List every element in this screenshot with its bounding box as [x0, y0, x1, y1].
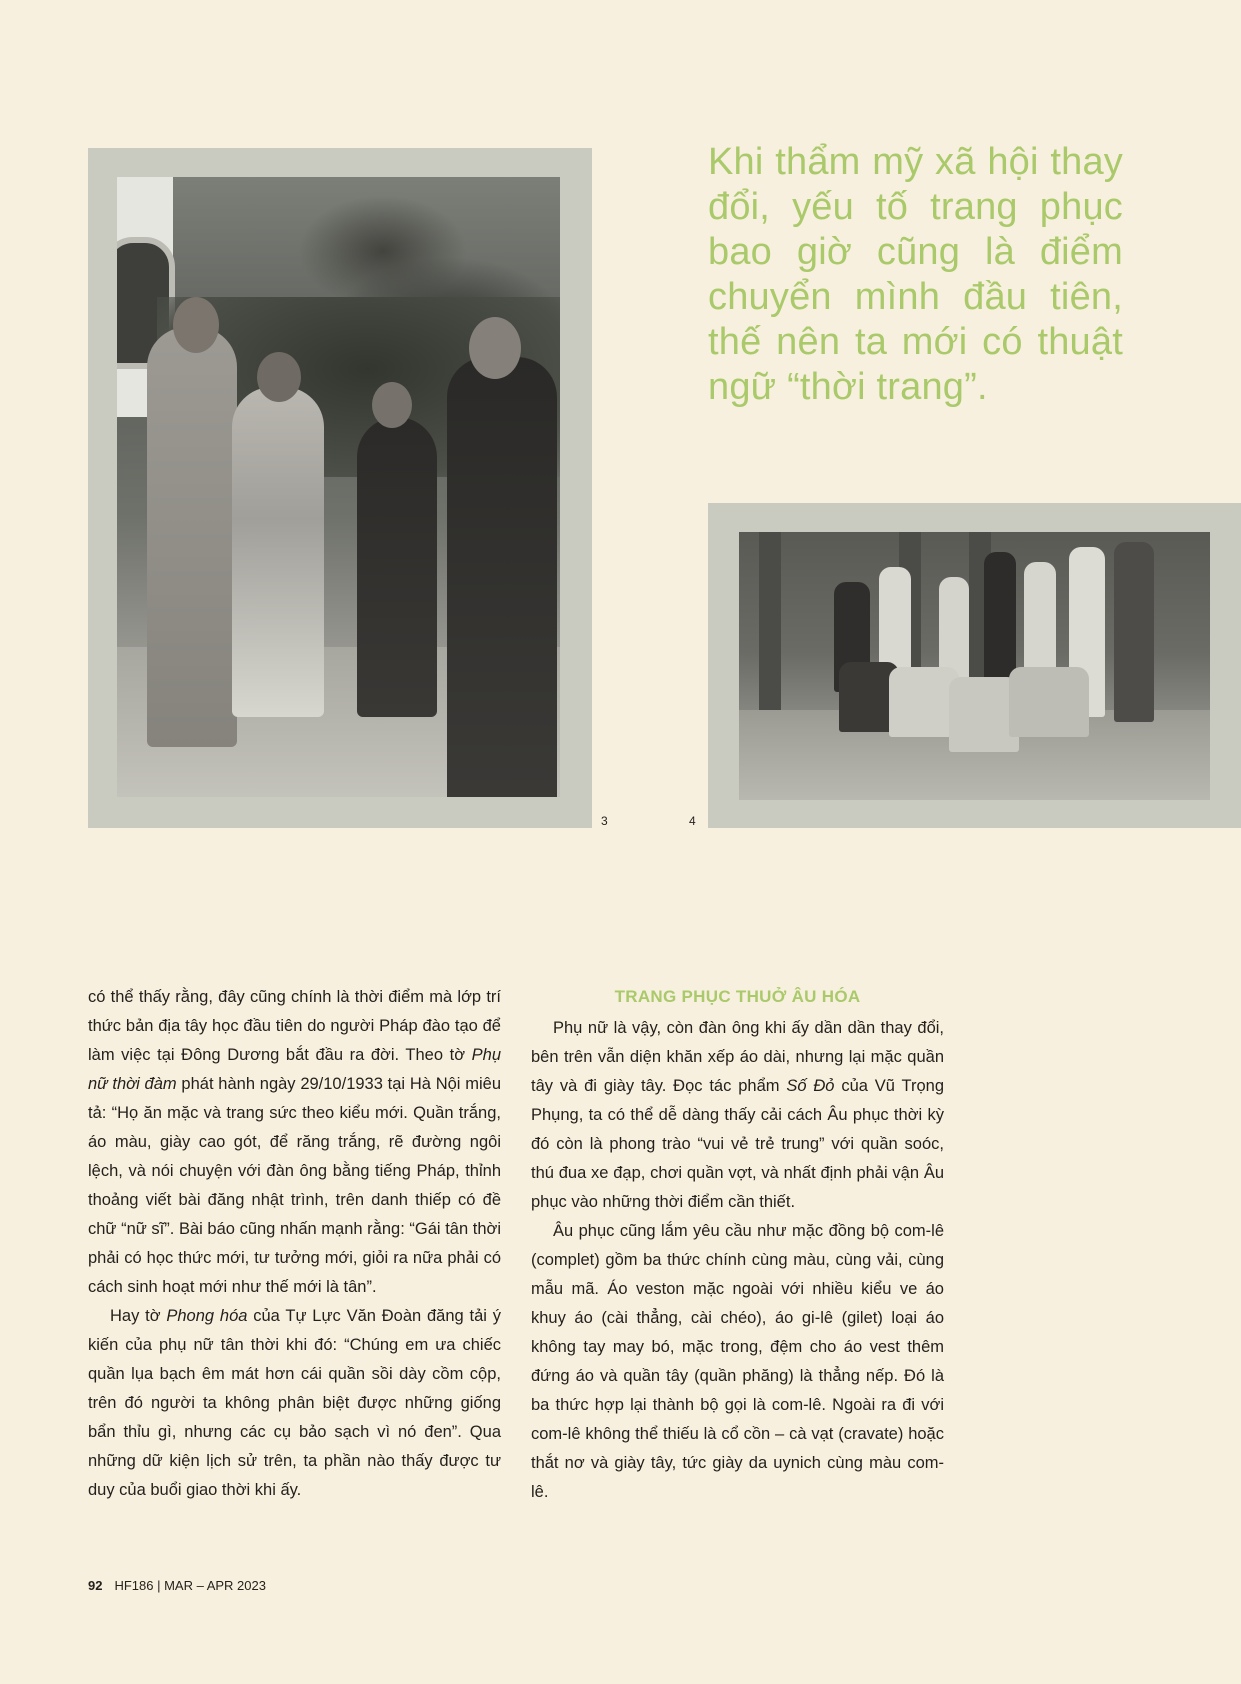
page-footer — [88, 1578, 266, 1593]
paragraph-text: Phụ nữ là vậy, còn đàn ông khi ấy dần dần thay đổi, bên trên vẫn diện khăn xếp áo dài, nhưng lại mặc quần tây và đi giày tây. Đọc tác phẩm — [531, 1019, 944, 1095]
paragraph — [531, 1014, 944, 1217]
pull-quote: Khi thẩm mỹ xã hội thay đổi, yếu tố trang phục bao giờ cũng là điểm chuyển mình đầu tiên, thế nên ta mới có thuật ngữ “thời trang”. — [708, 141, 1123, 408]
article-column-right — [531, 1014, 944, 1507]
photo-3-figure-head — [173, 297, 219, 353]
paragraph — [88, 983, 501, 1302]
photo-3-group-portrait — [117, 177, 560, 797]
photo-4-person — [984, 552, 1016, 682]
photo-4-column — [759, 532, 781, 722]
section-heading: TRANG PHỤC THUỞ ÂU HÓA — [614, 987, 861, 1006]
photo-4-caption-number: 4 — [689, 814, 696, 828]
book-title: Số Đỏ — [786, 1077, 835, 1095]
publication-title: Phong hóa — [166, 1307, 248, 1325]
photo-3-figure-woman-dark — [357, 417, 437, 717]
photo-3-caption-number: 3 — [601, 814, 608, 828]
photo-3-figure-head — [469, 317, 521, 379]
photo-4-frame — [708, 503, 1241, 828]
photo-3-figure-woman-dress — [232, 387, 324, 717]
paragraph-text: Hay tờ — [110, 1307, 167, 1325]
publication-title: Phụ nữ thời đàm — [88, 1046, 501, 1093]
photo-3-figure-head — [372, 382, 412, 428]
photo-3-figure-man-suit — [147, 327, 237, 747]
paragraph-text: của Vũ Trọng Phụng, ta có thể dễ dàng thấy cải cách Âu phục thời kỳ đó còn là phong trào “vui vẻ trẻ trung” với quần soóc, thú đua xe đạp, chơi quần vợt, và nhất định phải vận Âu phục vào những thời điểm cần thiết. — [531, 1077, 944, 1211]
issue-label: HF186 | MAR – APR 2023 — [114, 1578, 266, 1593]
photo-4-person — [1024, 562, 1056, 682]
photo-3-figure-man-back — [447, 357, 557, 797]
paragraph: Âu phục cũng lắm yêu cầu như mặc đồng bộ com-lê (complet) gồm ba thức chính cùng màu, cùng vải, cùng mẫu mã. Áo veston mặc ngoài với nhiều kiểu ve áo khuy áo (cài thẳng, cài chéo), áo gi-lê (gilet) loại áo không tay may bó, mặc trong, đệm cho áo vest thêm đứng áo và quần tây (quần phăng) là thẳng nếp. Đó là ba thức hợp lại thành bộ gọi là com-lê. Ngoài ra đi với com-lê không thể thiếu là cổ cồn – cà vạt (cravate) hoặc thắt nơ và giày tây, tức giày da uynich cùng màu com-lê. — [531, 1222, 944, 1501]
photo-4-group-on-steps — [739, 532, 1210, 800]
paragraph-text: của Tự Lực Văn Đoàn đăng tải ý kiến của phụ nữ tân thời khi đó: “Chúng em ưa chiếc quần lụa bạch êm mát hơn cái quần sồi dày cồm cộp, trên đó người ta không phân biệt được những giống bẩn thỉu gì, nhưng các cụ bảo sạch vì nó đen”. Qua những dữ kiện lịch sử trên, ta phần nào thấy được tư duy của buổi giao thời khi ấy. — [88, 1307, 502, 1499]
paragraph — [88, 1302, 501, 1505]
photo-4-person-seated — [1009, 667, 1089, 737]
page-number: 92 — [88, 1578, 103, 1593]
article-column-left — [88, 983, 501, 1505]
photo-4-person — [1114, 542, 1154, 722]
photo-3-frame — [88, 148, 592, 828]
paragraph-text: phát hành ngày 29/10/1933 tại Hà Nội miêu tả: “Họ ăn mặc và trang sức theo kiểu mới. Quần trắng, áo màu, giày cao gót, để răng trắng, rẽ đường ngôi lệch, và nói chuyện với đàn ông bằng tiếng Pháp, thỉnh thoảng viết bài đăng nhật trình, trên danh thiếp có đề chữ “nữ sĩ”. Bài báo cũng nhấn mạnh rằng: “Gái tân thời phải có học thức mới, tư tưởng mới, giỏi ra nữa phải có cách sinh hoạt mới như thế mới là tân”. — [88, 1075, 501, 1296]
paragraph-text: có thể thấy rằng, đây cũng chính là thời điểm mà lớp trí thức bản địa tây học đầu tiên do người Pháp đào tạo để làm việc tại Đông Dương bắt đầu ra đời. Theo tờ — [88, 988, 501, 1064]
photo-3-figure-head — [257, 352, 301, 402]
